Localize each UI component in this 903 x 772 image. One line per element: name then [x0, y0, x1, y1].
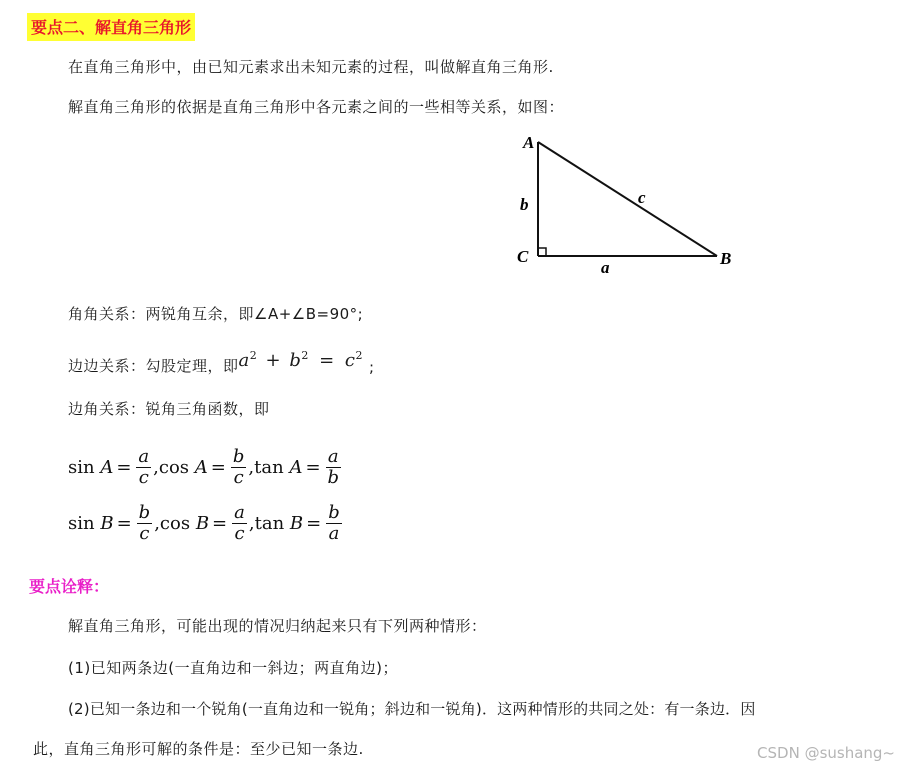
side-label-c: c [638, 188, 646, 207]
side-label-a: a [601, 258, 610, 277]
fraction: $\frac{b}{c}$ [138, 501, 151, 544]
angle-relation: 角角关系：两锐角互余，即∠A+∠B=90°; [68, 305, 364, 323]
trig-formulas [68, 441, 344, 549]
fraction: $\frac{a}{c}$ [234, 501, 245, 544]
intro-paragraph: 在直角三角形中，由已知元素求出未知元素的过程，叫做解直角三角形. [68, 58, 554, 76]
vertex-label-a: A [523, 133, 535, 152]
section-heading: 要点二、解直角三角形 [27, 13, 195, 41]
side-relation-prefix: 边边关系：勾股定理，即 [68, 356, 239, 375]
explanation-intro: 解直角三角形，可能出现的情况归纳起来只有下列两种情形： [68, 617, 487, 635]
explanation-heading: 要点诠释： [29, 577, 110, 596]
side-label-b: b [520, 195, 529, 214]
watermark: CSDN @sushang~ [757, 744, 895, 762]
case-2-line-2: 此，直角三角形可解的条件是：至少已知一条边. [33, 740, 364, 758]
pythagoras-formula: $a^2 + b^2 = c^2$ [238, 349, 363, 371]
right-triangle-figure [505, 128, 745, 278]
fraction: $\frac{a}{c}$ [138, 445, 150, 488]
case-2-line-1: (2)已知一条边和一个锐角(一直角边和一锐角；斜边和一锐角)．这两种情形的共同之处：有一条边．因 [68, 700, 756, 718]
side-relation [68, 344, 375, 376]
fraction: $\frac{b}{c}$ [232, 445, 245, 488]
vertex-label-c: C [517, 247, 529, 266]
vertex-label-b: B [720, 249, 732, 268]
fraction: $\frac{b}{a}$ [328, 501, 340, 544]
basis-paragraph: 解直角三角形的依据是直角三角形中各元素之间的一些相等关系，如图： [68, 98, 565, 116]
trig-formulas-row-a: sin A = $\frac{a}{c}$ , cos A = $\frac{b}{c}$ , tan A = $\frac{a}{b}$ [68, 445, 340, 488]
right-angle-marker [538, 248, 546, 256]
side-angle-relation: 边角关系：锐角三角函数，即 [68, 400, 270, 418]
side-relation-suffix: ; [369, 358, 375, 376]
triangle-side-c [538, 142, 717, 256]
case-1: (1)已知两条边(一直角边和一斜边；两直角边)； [68, 659, 398, 677]
trig-formulas-row-b: sin B = $\frac{b}{c}$ , cos B = $\frac{a}{c}$ , tan B = $\frac{b}{a}$ [68, 501, 340, 544]
fraction: $\frac{a}{b}$ [327, 445, 340, 488]
